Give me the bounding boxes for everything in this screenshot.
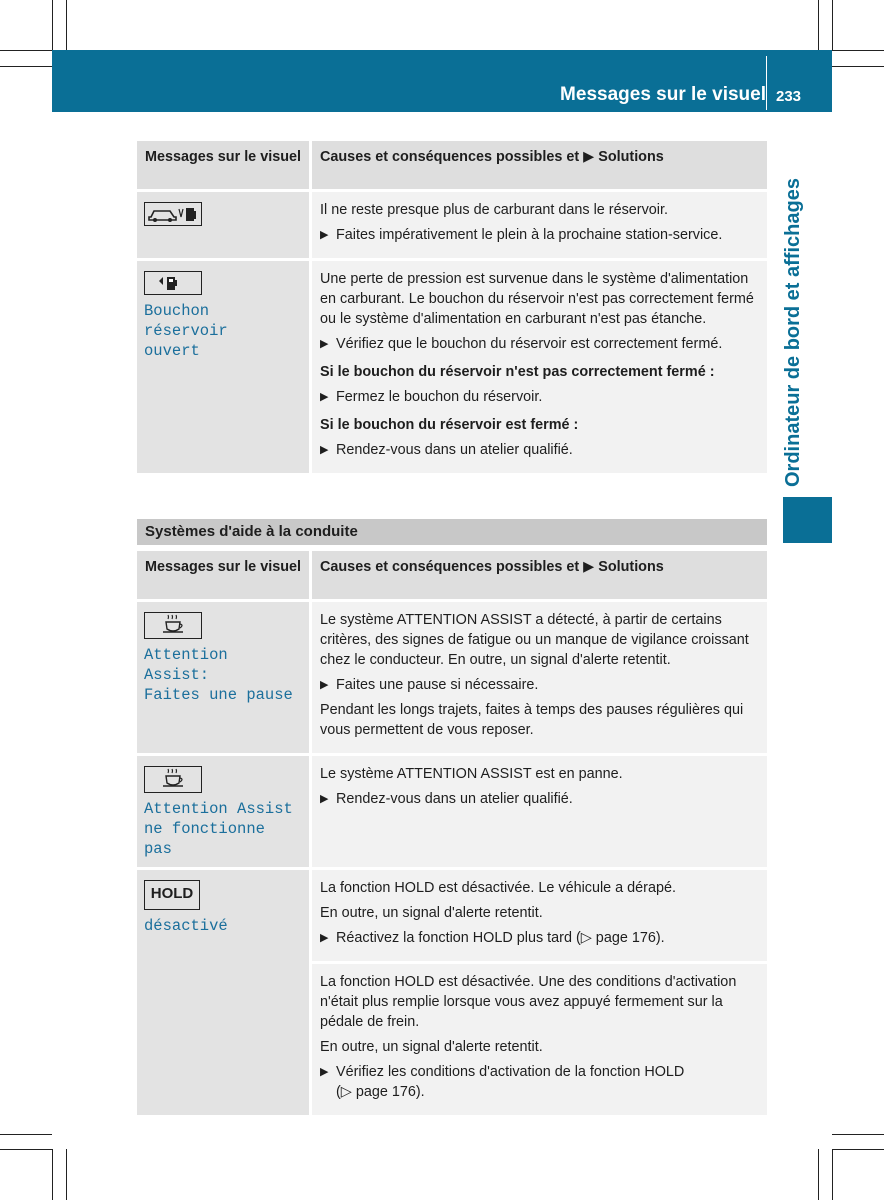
bullet-arrow-icon: ▶ — [320, 1066, 329, 1078]
crop-mark — [0, 66, 52, 67]
solution-item — [320, 675, 759, 695]
message-cell — [137, 869, 311, 1116]
solution-item — [320, 334, 759, 354]
message-cell — [137, 755, 311, 869]
messages-table-fuel — [137, 141, 767, 473]
solution-text: Fermez le bouchon du réservoir. — [336, 389, 543, 405]
col-header-solutions-text: Solutions — [598, 149, 664, 165]
table-header-row — [137, 141, 767, 191]
display-message-line: ne fonctionne pas — [144, 820, 265, 858]
side-tab-marker — [783, 497, 832, 543]
table-header-row — [137, 551, 767, 601]
solution-text: Faites impérativement le plein à la prochaine station-service. — [336, 227, 723, 243]
section-title: Systèmes d'aide à la conduite — [145, 523, 358, 540]
col-header-messages — [137, 551, 311, 601]
header-divider — [766, 56, 767, 110]
cause-cell — [311, 755, 768, 869]
crop-mark — [66, 0, 67, 50]
cause-cell — [311, 260, 768, 474]
crop-mark — [52, 1149, 53, 1200]
cause-text: La fonction HOLD est désactivée. Le véhicule a dérapé. — [320, 880, 676, 896]
table-row — [137, 869, 767, 963]
cause-text: Pendant les longs trajets, faites à temps des pauses régulières qui vous permettent de vous reposer. — [320, 702, 744, 738]
solution-text: Vérifiez que le bouchon du réservoir est correctement fermé. — [336, 336, 723, 352]
message-cell — [137, 601, 311, 755]
solution-item — [320, 225, 759, 245]
table-row — [137, 601, 767, 755]
solution-text: Rendez-vous dans un atelier qualifié. — [336, 442, 573, 458]
coffee-cup-icon — [144, 766, 202, 793]
solution-text: Vérifiez les conditions d'activation de la fonction HOLD — [336, 1064, 685, 1080]
cause-text: Une perte de pression est survenue dans le système d'alimentation en carburant. Le bouchon du réservoir n'est pas correctement fermé ou le système d'alimentation en carburant n'est pas étanche. — [320, 271, 754, 327]
col-header-messages — [137, 141, 311, 191]
messages-table-driving-assist — [137, 551, 767, 1115]
col-header-causes-text: Causes et conséquences possibles et — [320, 149, 580, 165]
bullet-arrow-icon: ▶ — [320, 932, 329, 944]
coffee-cup-icon — [144, 612, 202, 639]
table-row — [137, 260, 767, 474]
fuel-reserve-icon-graphic — [145, 203, 201, 225]
solution-text: Rendez-vous dans un atelier qualifié. — [336, 791, 573, 807]
table-row — [137, 191, 767, 260]
crop-mark — [818, 1149, 819, 1200]
col-header-causes — [311, 141, 768, 191]
side-tab-label: Ordinateur de bord et affichages — [782, 178, 804, 487]
crop-mark — [0, 1149, 52, 1150]
col-header-messages-text: Messages sur le visuel — [145, 559, 301, 575]
cause-cell — [311, 601, 768, 755]
crop-mark — [832, 50, 884, 51]
bullet-arrow-icon: ▶ — [320, 391, 329, 403]
solution-item — [320, 387, 759, 407]
crop-mark — [0, 1134, 52, 1135]
cause-text: En outre, un signal d'alerte retentit. — [320, 905, 543, 921]
display-message-line: Bouchon réservoir — [144, 302, 228, 340]
display-message-line: ouvert — [144, 342, 200, 360]
cause-text: La fonction HOLD est désactivée. Une des conditions d'activation n'était plus remplie lorsque vous avez appuyé fermement sur la pédale de frein. — [320, 974, 737, 1030]
solution-item — [320, 928, 759, 948]
message-cell — [137, 191, 311, 260]
display-message-line: désactivé — [144, 917, 228, 935]
bullet-arrow-icon: ▶ — [320, 679, 329, 691]
fuel-cap-icon — [144, 271, 202, 295]
arrow-right-icon: ▶ — [583, 559, 595, 575]
crop-mark — [832, 0, 833, 50]
cause-text: Il ne reste presque plus de carburant dans le réservoir. — [320, 202, 668, 218]
crop-mark — [832, 1149, 833, 1200]
cause-cell — [311, 191, 768, 260]
bullet-arrow-icon: ▶ — [320, 793, 329, 805]
arrow-right-icon: ▶ — [583, 149, 595, 165]
col-header-messages-text: Messages sur le visuel — [145, 149, 301, 165]
crop-mark — [66, 1149, 67, 1200]
solution-text: (▷ page 176). — [336, 1084, 425, 1100]
col-header-causes — [311, 551, 768, 601]
cause-text: En outre, un signal d'alerte retentit. — [320, 1039, 543, 1055]
solution-text: Réactivez la fonction HOLD plus tard (▷ page 176). — [336, 930, 665, 946]
coffee-cup-icon-graphic — [145, 767, 201, 791]
col-header-solutions-text: Solutions — [598, 559, 664, 575]
fuel-reserve-icon — [144, 202, 202, 226]
hold-icon-label: HOLD — [150, 885, 194, 902]
solution-text: Faites une pause si nécessaire. — [336, 677, 539, 693]
cause-cell — [311, 963, 768, 1116]
display-message-line: Attention Assist: — [144, 646, 228, 684]
condition-heading: Si le bouchon du réservoir est fermé : — [320, 417, 579, 433]
solution-item — [320, 440, 759, 460]
col-header-causes-text: Causes et conséquences possibles et — [320, 559, 580, 575]
crop-mark — [0, 50, 52, 51]
page-title: Messages sur le visuel — [560, 84, 766, 105]
crop-mark — [832, 1149, 884, 1150]
message-cell — [137, 260, 311, 474]
cause-text: Le système ATTENTION ASSIST est en panne. — [320, 766, 623, 782]
crop-mark — [832, 66, 884, 67]
crop-mark — [818, 0, 819, 50]
display-message-line: Faites une pause — [144, 686, 293, 704]
page-number: 233 — [776, 88, 802, 105]
hold-icon — [144, 880, 200, 910]
cause-cell — [311, 869, 768, 963]
fuel-cap-icon-graphic — [145, 272, 201, 294]
bullet-arrow-icon: ▶ — [320, 338, 329, 350]
solution-item — [320, 789, 759, 809]
solution-item — [320, 1062, 759, 1102]
bullet-arrow-icon: ▶ — [320, 444, 329, 456]
crop-mark — [832, 1134, 884, 1135]
coffee-cup-icon-graphic — [145, 613, 201, 637]
display-message-line: Attention Assist — [144, 800, 293, 818]
crop-mark — [52, 0, 53, 50]
cause-text: Le système ATTENTION ASSIST a détecté, à partir de certains critères, des signes de fatigue ou un manque de vigilance croissant chez le conducteur. En outre, un signal d'alerte retentit. — [320, 612, 749, 668]
table-row — [137, 755, 767, 869]
bullet-arrow-icon: ▶ — [320, 229, 329, 241]
condition-heading: Si le bouchon du réservoir n'est pas correctement fermé : — [320, 364, 715, 380]
